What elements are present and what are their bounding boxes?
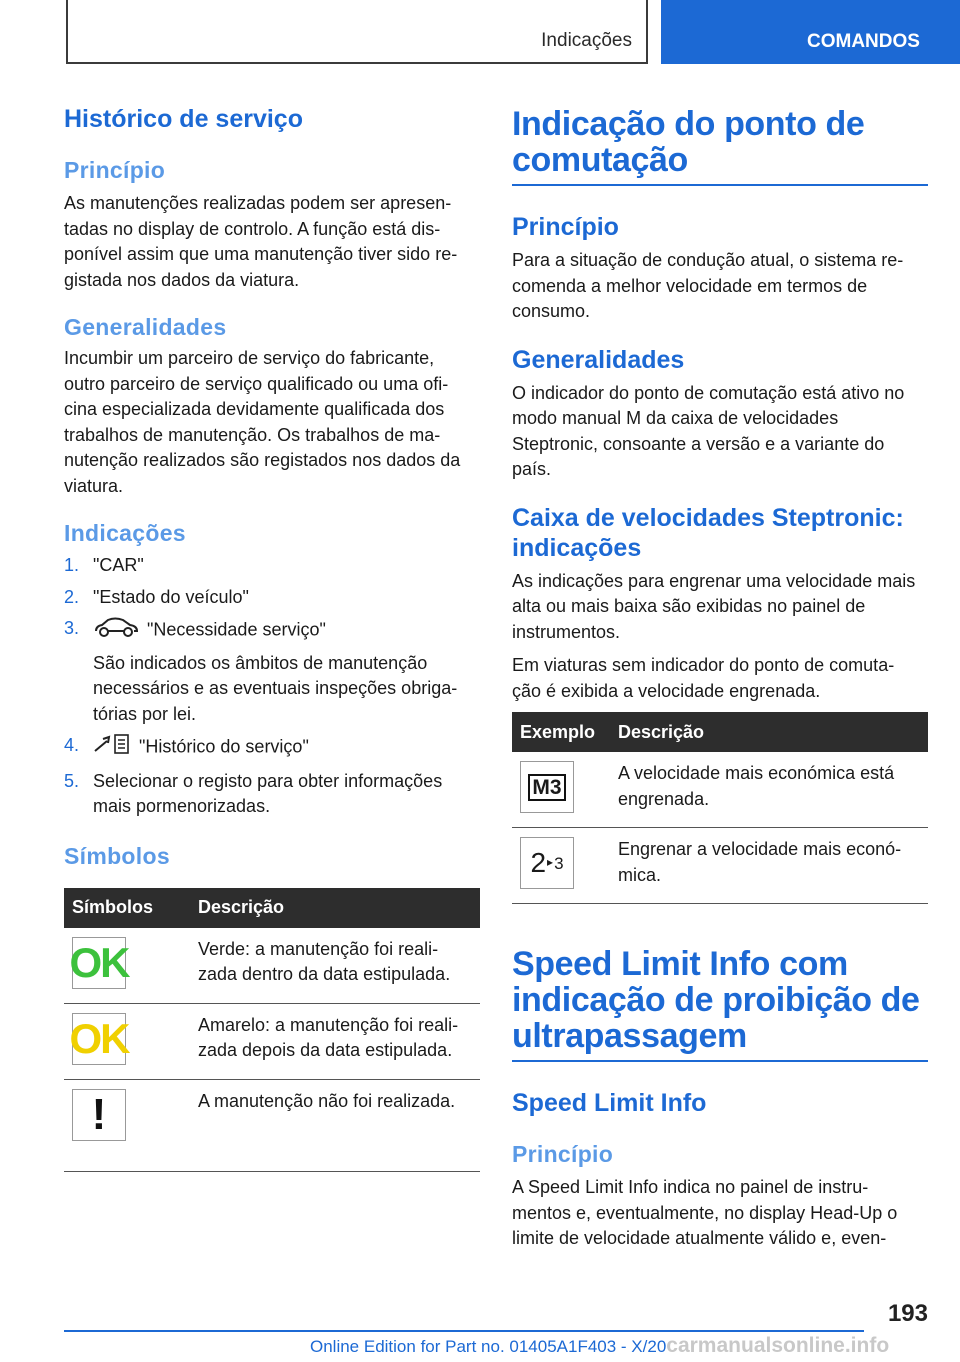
exclamation-icon: ! (72, 1089, 126, 1141)
right-principle-heading: Princípio (512, 213, 619, 241)
step-1: 1. "CAR" (64, 555, 144, 575)
speed-limit-heading: Speed Limit Info (512, 1089, 707, 1117)
table-row (64, 928, 480, 1004)
left-column (64, 100, 480, 1172)
steptronic-heading: Caixa de velocidades Steptronic: indicações (512, 503, 904, 562)
step-5: 5. Selecionar o registo para obter informações mais pormenorizadas. (64, 770, 443, 816)
steptronic-text-1: As indicações para engrenar uma velocidade mais alta ou mais baixa são exibidas no painel de instrumentos. (512, 570, 916, 642)
symbols-heading: Símbolos (64, 842, 170, 869)
speed-limit-principle-text: A Speed Limit Info indica no painel de instru- mentos e, eventualmente, no display Head-Up o limite de velocidade atualmente válido e, even- (512, 1177, 898, 1248)
row-desc: A velocidade mais económica está engrenada. (610, 752, 928, 828)
left-principle-heading: Princípio (64, 157, 166, 183)
ok-green-icon: OK (72, 937, 126, 989)
table-row (64, 1003, 480, 1079)
right-principle-text: Para a situação de condução atual, o sistema re- comenda a melhor velocidade em termos de consumo. (512, 250, 904, 321)
edition-text: Online Edition for Part no. 01405A1F403 - X/20carmanualsonline.info (310, 1334, 890, 1357)
arrow-right-icon: ▸ (547, 855, 554, 870)
right-general-text: O indicador do ponto de comutação está ativo no modo manual M da caixa de velocidades Steptronic, consoante a versão e a variante do país. (512, 382, 905, 479)
left-title: Histórico de serviço (64, 105, 303, 133)
table-row (512, 828, 928, 904)
step-3-detail: São indicados os âmbitos de manutenção necessários e as eventuais inspeções obriga- tórias por lei. (93, 652, 458, 724)
speed-limit-title: Speed Limit Info com indicação de proibição de ultrapassagem (512, 946, 928, 1062)
left-principle-text: As manutenções realizadas podem ser apresen- tadas no display de controlo. A função está dis- ponível assim que uma manutenção tiver sido re- gistada nos dados da viatura. (64, 193, 458, 290)
table-row (512, 752, 928, 828)
steps-list (64, 553, 480, 820)
step-3: 3. "Necessidade serviço" São indicados os âmbitos de manutenção necessários e as eventuais inspeções obriga- tórias por lei. (64, 616, 480, 727)
examples-table (512, 712, 928, 904)
symbols-col-header: Símbolos (64, 888, 190, 928)
car-service-icon (93, 616, 139, 646)
gear-shift-up-icon: 2 ▸ 3 (520, 837, 574, 889)
right-general-heading: Generalidades (512, 345, 685, 374)
symbols-table (64, 888, 480, 1172)
step-2: 2. "Estado do veículo" (64, 586, 249, 607)
step-4: 4. "Histórico do serviço" (64, 733, 480, 763)
watermark: carmanualsonline.info (666, 1334, 890, 1357)
ok-yellow-icon: OK (72, 1013, 126, 1065)
example-col-header: Exemplo (512, 712, 610, 752)
service-history-icon (93, 733, 131, 763)
header-tab[interactable]: COMANDOS (661, 0, 960, 64)
header-box (66, 0, 648, 64)
footer-divider (64, 1330, 864, 1332)
left-general-text: Incumbir um parceiro de serviço do fabricante, outro parceiro de serviço qualificado ou uma ofi- cina especializada devidamente qualificada dos trabalhos de manutenção. Os trabalhos de ma- nutenção realizados são registados nos dados da viatura. (64, 348, 461, 496)
steptronic-text-2: Em viaturas sem indicador do ponto de comuta- ção é exibida a velocidade engrenada. (512, 655, 895, 701)
table-row (64, 1079, 480, 1171)
right-title: Indicação do ponto de comutação (512, 106, 928, 186)
gear-m3-icon: M3 (520, 761, 574, 813)
page-number: 193 (887, 1300, 928, 1327)
right-column (512, 100, 928, 1252)
speed-limit-principle-heading: Princípio (512, 1141, 614, 1167)
row-desc: Amarelo: a manutenção foi reali- zada depois da data estipulada. (190, 1003, 480, 1079)
row-desc: A manutenção não foi realizada. (190, 1079, 480, 1171)
row-desc: Engrenar a velocidade mais econó- mica. (610, 828, 928, 904)
indications-heading: Indicações (64, 520, 186, 546)
left-general-heading: Generalidades (64, 314, 227, 340)
row-desc: Verde: a manutenção foi reali- zada dentro da data estipulada. (190, 928, 480, 1004)
desc-col-header: Descrição (610, 712, 928, 752)
description-col-header: Descrição (190, 888, 480, 928)
header-section: Indicações (541, 30, 632, 51)
